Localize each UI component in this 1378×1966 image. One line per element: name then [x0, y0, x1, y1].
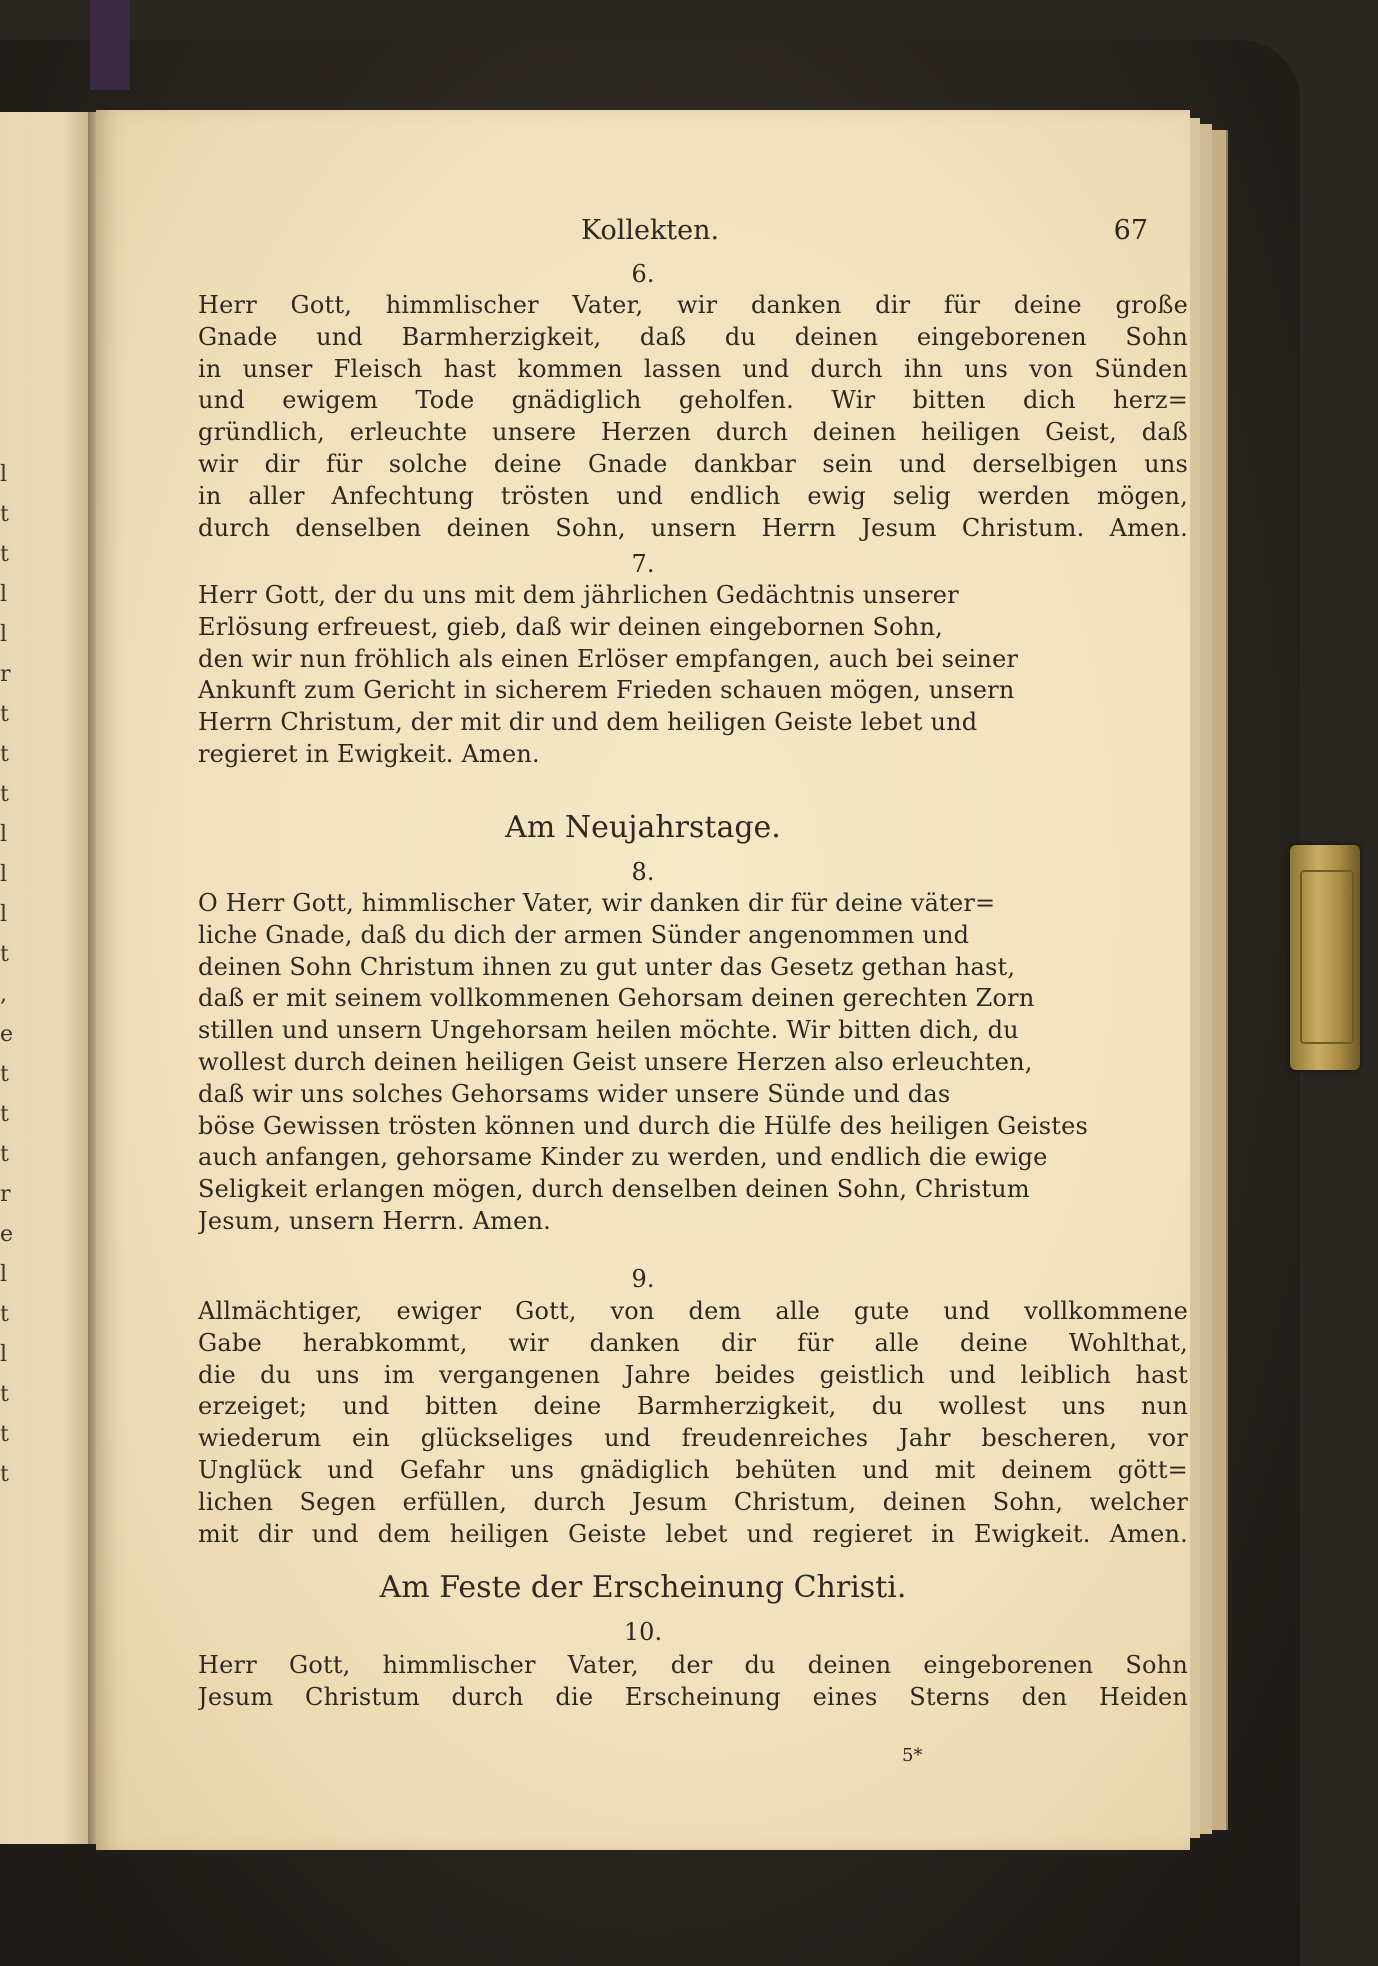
- text-line: Allmächtiger, ewiger Gott, von dem alle gute und vollkommene: [198, 1297, 1188, 1325]
- text-line: wollest durch deinen heiligen Geist unsere Herzen also erleuchten,: [198, 1047, 1033, 1076]
- text-line: wiederum ein glückseliges und freudenreiches Jahr bescheren, vor: [198, 1424, 1188, 1453]
- text-line: in unser Fleisch hast kommen lassen und durch ihn uns von Sünden: [198, 354, 1188, 383]
- left-page-edge: [0, 112, 88, 1844]
- left-page-text-fragment: l: [0, 582, 8, 607]
- text-line: auch anfangen, gehorsame Kinder zu werden, und endlich die ewige: [198, 1143, 1048, 1172]
- left-page-text-fragment: t: [0, 782, 9, 807]
- clasp-frame: [1300, 870, 1354, 1044]
- text-line: Ankunft zum Gericht in sicherem Frieden schauen mögen, unsern: [198, 676, 1015, 705]
- text-line: liche Gnade, daß du dich der armen Sünder angenommen und: [198, 920, 970, 949]
- text-line: den wir nun fröhlich als einen Erlöser empfangen, auch bei seiner: [198, 644, 1019, 673]
- text-line: die du uns im vergangenen Jahre beides geistlich und leiblich hast: [198, 1360, 1188, 1389]
- left-page-text-fragment: l: [0, 1342, 8, 1367]
- prayer-number: 7.: [631, 550, 655, 578]
- text-line: durch denselben deinen Sohn, unsern Herrn Jesum Christum. Amen.: [198, 513, 1188, 542]
- page-text: [96, 110, 1190, 1850]
- text-line: wir dir für solche deine Gnade dankbar sein und derselbigen uns: [198, 449, 1188, 478]
- left-page-text-fragment: t: [0, 1462, 9, 1487]
- text-line: Jesum, unsern Herrn. Amen.: [198, 1206, 551, 1235]
- left-page-text-fragment: l: [0, 822, 8, 847]
- prayer-number: 9.: [631, 1265, 655, 1293]
- text-line: und ewigem Tode gnädiglich geholfen. Wir bitten dich herz=: [198, 386, 1188, 415]
- prayer-number: 8.: [631, 858, 655, 886]
- text-line: gründlich, erleuchte unsere Herzen durch deinen heiligen Geist, daß: [198, 418, 1188, 447]
- left-page-text-fragment: t: [0, 1422, 9, 1447]
- text-line: mit dir und dem heiligen Geiste lebet und regieret in Ewigkeit. Amen.: [198, 1519, 1188, 1548]
- left-page-text-fragment: e: [0, 1222, 14, 1247]
- printer-signature: 5*: [902, 1745, 923, 1766]
- left-page-text-fragment: ,: [0, 982, 7, 1007]
- left-page-text-fragment: l: [0, 862, 8, 887]
- left-page-text-fragment: t: [0, 1302, 9, 1327]
- left-page-text-fragment: t: [0, 742, 9, 767]
- text-line: Unglück und Gefahr uns gnädiglich behüten und mit deinem gött=: [198, 1455, 1188, 1484]
- prayer-text: [198, 888, 1188, 1238]
- page-stack-edge: [1200, 124, 1212, 1834]
- page-number: 67: [1113, 215, 1148, 246]
- prayer-number: 6.: [631, 260, 655, 288]
- text-line: Herr Gott, himmlischer Vater, der du deinen eingeborenen Sohn: [198, 1651, 1188, 1679]
- text-line: daß er mit seinem vollkommenen Gehorsam deinen gerechten Zorn: [198, 984, 1035, 1013]
- text-line: Seligkeit erlangen mögen, durch denselben deinen Sohn, Christum: [198, 1175, 1030, 1204]
- text-line: deinen Sohn Christum ihnen zu gut unter das Gesetz gethan hast,: [198, 952, 1016, 981]
- text-line: lichen Segen erfüllen, durch Jesum Christum, deinen Sohn, welcher: [198, 1487, 1188, 1516]
- bookmark-ribbon: [90, 0, 130, 90]
- left-page-text-fragment: l: [0, 1262, 8, 1287]
- left-page-text-fragment: t: [0, 702, 9, 727]
- left-page-text-fragment: e: [0, 1022, 14, 1047]
- text-line: Gnade und Barmherzigkeit, daß du deinen eingeborenen Sohn: [198, 322, 1188, 351]
- text-line: Jesum Christum durch die Erscheinung eines Sterns den Heiden: [198, 1682, 1188, 1711]
- text-line: erzeiget; und bitten deine Barmherzigkeit, du wollest uns nun: [198, 1392, 1188, 1421]
- prayer-text: [198, 1296, 1188, 1550]
- section-heading: Am Feste der Erscheinung Christi.: [379, 1570, 907, 1605]
- text-line: Herr Gott, himmlischer Vater, wir danken dir für deine große: [198, 291, 1188, 319]
- left-page-text-fragment: r: [0, 1182, 11, 1207]
- left-page-text-fragment: l: [0, 462, 8, 487]
- left-page-text-fragment: t: [0, 502, 9, 527]
- left-page-text-fragment: t: [0, 1382, 9, 1407]
- running-head: Kollekten.: [581, 215, 720, 246]
- prayer-text: [198, 1650, 1188, 1714]
- text-line: Gabe herabkommt, wir danken dir für alle deine Wohlthat,: [198, 1328, 1188, 1357]
- text-line: regieret in Ewigkeit. Amen.: [198, 739, 540, 768]
- page-stack-edge: [1212, 130, 1228, 1830]
- text-line: daß wir uns solches Gehorsams wider unsere Sünde und das: [198, 1079, 951, 1108]
- text-line: Erlösung erfreuest, gieb, daß wir deinen eingebornen Sohn,: [198, 612, 943, 641]
- text-line: O Herr Gott, himmlischer Vater, wir danken dir für deine väter=: [198, 889, 996, 917]
- text-line: Herrn Christum, der mit dir und dem heiligen Geiste lebet und: [198, 708, 978, 737]
- left-page-text-fragment: t: [0, 942, 9, 967]
- text-line: böse Gewissen trösten können und durch die Hülfe des heiligen Geistes: [198, 1111, 1089, 1140]
- prayer-text: [198, 580, 1188, 771]
- page-header: [96, 215, 1190, 255]
- left-page-text-fragment: t: [0, 1142, 9, 1167]
- text-line: in aller Anfechtung trösten und endlich ewig selig werden mögen,: [198, 481, 1188, 510]
- left-page-text-fragment: l: [0, 622, 8, 647]
- left-page-text-fragment: r: [0, 662, 11, 687]
- text-line: stillen und unsern Ungehorsam heilen möchte. Wir bitten dich, du: [198, 1016, 1019, 1045]
- section-heading: Am Neujahrstage.: [505, 810, 781, 845]
- left-page-text-fragment: l: [0, 902, 8, 927]
- left-page-text-fragment: t: [0, 542, 9, 567]
- prayer-text: [198, 290, 1188, 544]
- left-page-text-fragment: t: [0, 1102, 9, 1127]
- prayer-number: 10.: [623, 1618, 663, 1646]
- left-page-text-fragment: t: [0, 1062, 9, 1087]
- text-line: Herr Gott, der du uns mit dem jährlichen Gedächtnis unserer: [198, 581, 959, 609]
- book-page: [96, 110, 1190, 1850]
